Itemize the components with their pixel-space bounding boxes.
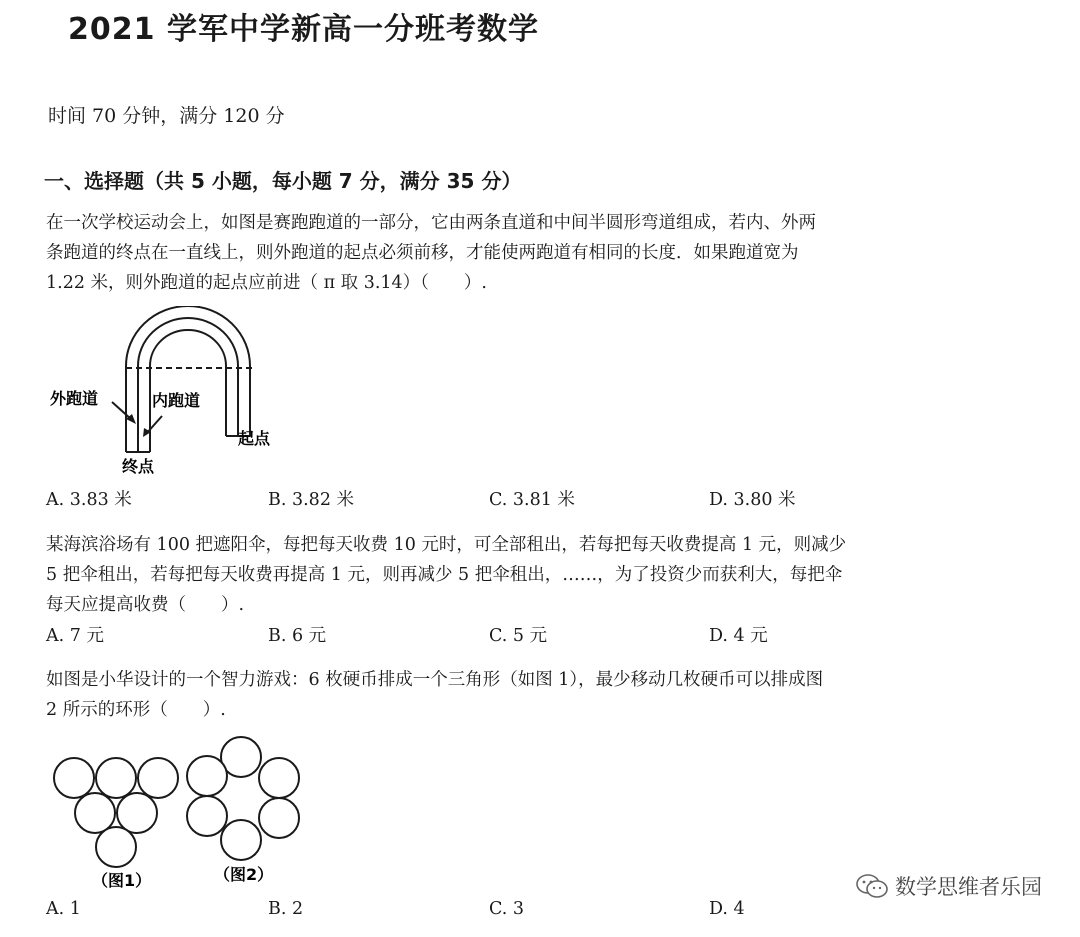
exam-meta: 时间 70 分钟，满分 120 分 (48, 105, 285, 127)
q3-options (46, 899, 1026, 925)
start-label: 起点 (238, 429, 271, 448)
q3-line: 2 所示的环形（ ）. (46, 700, 226, 720)
option-b: B. 6 元 (268, 626, 327, 646)
q2-text (46, 530, 846, 620)
finish-label: 终点 (122, 457, 155, 476)
q2-line: 某海滨浴场有 100 把遮阳伞，每把每天收费 10 元时，可全部租出，若每把每天收费提高 1 元，则减少 (46, 535, 847, 555)
coin (259, 758, 299, 798)
q1-options (46, 486, 1026, 512)
page-title: 2021 学军中学新高一分班考数学 (68, 12, 539, 47)
option-d: D. 3.80 米 (709, 490, 796, 510)
coin (96, 758, 136, 798)
option-d: D. 4 (709, 899, 745, 919)
option-a: A. 3.83 米 (46, 490, 132, 510)
coin (259, 798, 299, 838)
option-d: D. 4 元 (709, 626, 768, 646)
wechat-icon (855, 872, 889, 900)
q3-line: 如图是小华设计的一个智力游戏：6 枚硬币排成一个三角形（如图 1），最少移动几枚硬币可以排成图 (46, 670, 824, 690)
watermark (855, 871, 1042, 901)
q1-text (46, 208, 816, 298)
q1-line: 1.22 米，则外跑道的起点应前进（ π 取 3.14）（ ）. (46, 273, 487, 293)
coin (75, 793, 115, 833)
track-middle-line (138, 318, 238, 452)
coin (187, 796, 227, 836)
coin (221, 820, 261, 860)
option-c: C. 3.81 米 (489, 490, 575, 510)
outer-track-label: 外跑道 (50, 389, 99, 408)
fig2-label: （图2） (214, 865, 274, 884)
option-a: A. 1 (46, 899, 81, 919)
option-c: C. 5 元 (489, 626, 548, 646)
option-a: A. 7 元 (46, 626, 104, 646)
fig1-label: （图1） (92, 871, 152, 890)
q2-options (46, 622, 1026, 648)
coin (187, 756, 227, 796)
watermark-text: 数学思维者乐园 (895, 875, 1042, 899)
coins-figure (44, 732, 314, 894)
q3-text (46, 665, 823, 725)
q1-line: 条跑道的终点在一直线上，则外跑道的起点必须前移，才能使两跑道有相同的长度．如果跑道宽为 (46, 243, 799, 263)
coin (54, 758, 94, 798)
q2-line: 5 把伞租出，若每把每天收费再提高 1 元，则再减少 5 把伞租出，……，为了投资少而获利大，每把伞 (46, 565, 843, 585)
section-heading: 一、选择题（共 5 小题，每小题 7 分，满分 35 分） (44, 169, 522, 193)
inner-track-label: 内跑道 (152, 391, 201, 410)
option-b: B. 2 (268, 899, 304, 919)
coin (117, 793, 157, 833)
q1-line: 在一次学校运动会上，如图是赛跑跑道的一部分，它由两条直道和中间半圆形弯道组成，若内、外两 (46, 213, 816, 233)
option-c: C. 3 (489, 899, 525, 919)
coin (138, 758, 178, 798)
option-b: B. 3.82 米 (268, 490, 355, 510)
coin (96, 827, 136, 867)
q2-line: 每天应提高收费（ ）. (46, 595, 245, 615)
track-figure (40, 306, 300, 482)
